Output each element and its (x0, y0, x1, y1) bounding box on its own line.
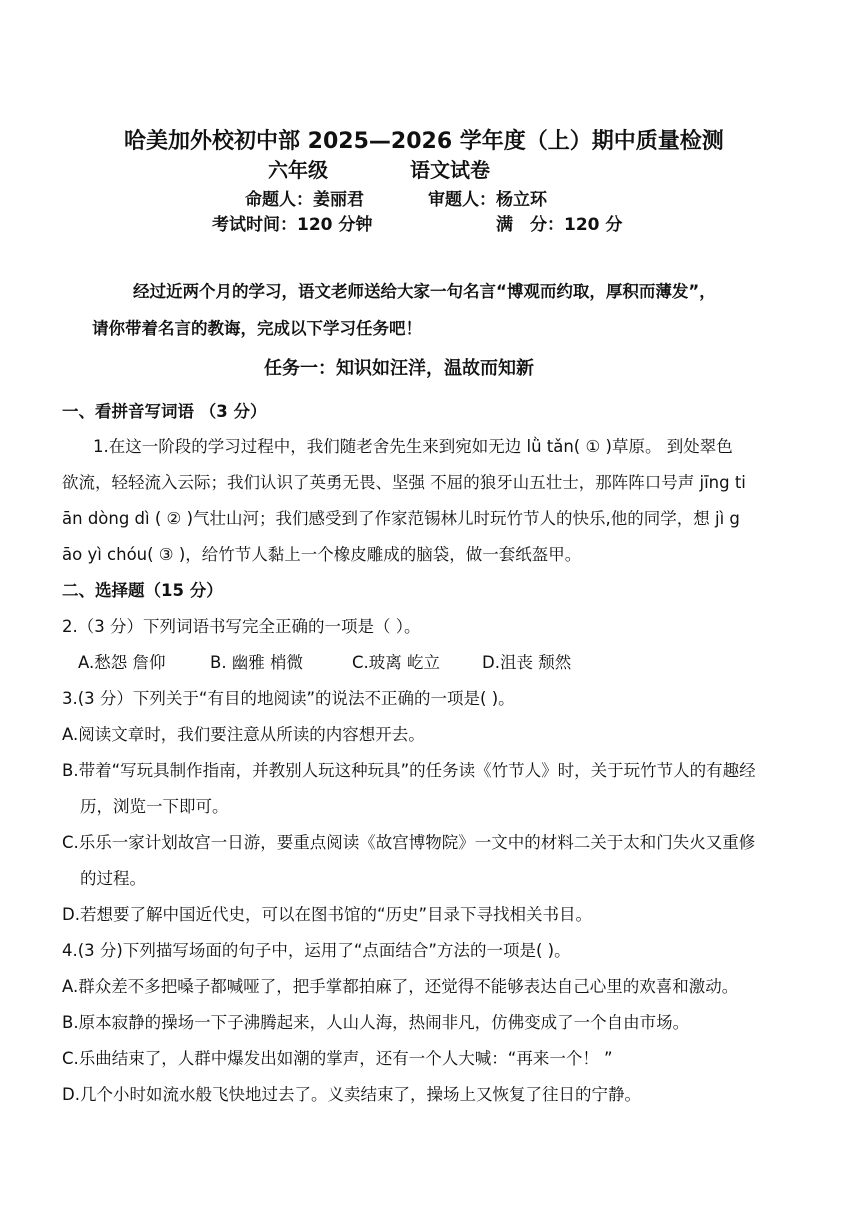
q4-option-c: C.乐曲结束了，人群中爆发出如潮的掌声，还有一个人大喊：“再来一个！ ” (62, 1049, 613, 1068)
intro-line-1: 经过近两个月的学习，语文老师送给大家一句名言“博观而约取，厚积而薄发”， (133, 282, 716, 301)
q2-stem: 2.（3 分）下列词语书写完全正确的一项是（ ）。 (62, 617, 421, 636)
task-one-heading: 任务一：知识如汪洋，温故而知新 (264, 358, 534, 379)
q2-option-b: B. 幽雅 梢微 (210, 653, 304, 672)
q3-option-d: D.若想要了解中国近代史，可以在图书馆的“历史”目录下寻找相关书目。 (62, 905, 593, 924)
q2-option-a: A.愁怨 詹仰 (78, 653, 166, 672)
q1-line-2: 欲流，轻轻流入云际；我们认识了英勇无畏、坚强 不屈的狼牙山五壮士，那阵阵口号声 jīng ti (62, 473, 746, 492)
full-score-label: 满 分：120 分 (496, 215, 623, 235)
intro-line-2: 请你带着名言的教诲，完成以下学习任务吧！ (92, 319, 422, 338)
exam-title: 哈美加外校初中部 2025—2026 学年度（上）期中质量检测 (124, 129, 724, 154)
q4-option-b: B.原本寂静的操场一下子沸腾起来，人山人海，热闹非凡，仿佛变成了一个自由市场。 (62, 1013, 690, 1032)
q3-option-b-line-2: 历，浏览一下即可。 (80, 797, 229, 816)
grade-label: 六年级 (268, 158, 328, 182)
subject-label: 语文试卷 (410, 158, 490, 182)
reviewer-label: 审题人：杨立环 (428, 190, 547, 210)
q3-option-a: A.阅读文章时，我们要注意从所读的内容想开去。 (62, 725, 425, 744)
q3-option-c-line-1: C.乐乐一家计划故宫一日游，要重点阅读《故宫博物院》一文中的材料二关于太和门失火又重修 (62, 833, 756, 852)
q4-option-a: A.群众差不多把嗓子都喊哑了，把手掌都拍麻了，还觉得不能够表达自己心里的欢喜和激动。 (62, 977, 739, 996)
q4-option-d: D.几个小时如流水般飞快地过去了。义卖结束了，操场上又恢复了往日的宁静。 (62, 1085, 641, 1104)
q4-stem: 4.(3 分)下列描写场面的句子中，运用了“点面结合”方法的一项是( )。 (62, 941, 571, 960)
q1-line-3: ān dòng dì ( ② )气壮山河；我们感受到了作家范锡林儿时玩竹节人的快乐,他的同学，想 jì g (62, 509, 740, 528)
q3-stem: 3.(3 分）下列关于“有目的地阅读”的说法不正确的一项是( )。 (62, 689, 515, 708)
q2-option-c: C.玻离 屹立 (352, 653, 441, 672)
setter-label: 命题人：姜丽君 (245, 190, 364, 210)
section-one-heading: 一、看拼音写词语 （3 分） (62, 402, 267, 421)
exam-time-label: 考试时间：120 分钟 (212, 215, 373, 235)
q1-line-4: āo yì chóu( ③ )，给竹节人黏上一个橡皮雕成的脑袋，做一套纸盔甲。 (62, 545, 582, 564)
section-two-heading: 二、选择题（15 分） (62, 581, 223, 600)
q1-line-1: 1.在这一阶段的学习过程中，我们随老舍先生来到宛如无边 lǜ tǎn( ① )草原。 到处翠色 (93, 437, 733, 456)
q3-option-c-line-2: 的过程。 (80, 869, 146, 888)
q3-option-b-line-1: B.带着“写玩具制作指南，并教别人玩这种玩具”的任务读《竹节人》时，关于玩竹节人的有趣经 (62, 761, 756, 780)
q2-option-d: D.沮丧 颓然 (482, 653, 572, 672)
